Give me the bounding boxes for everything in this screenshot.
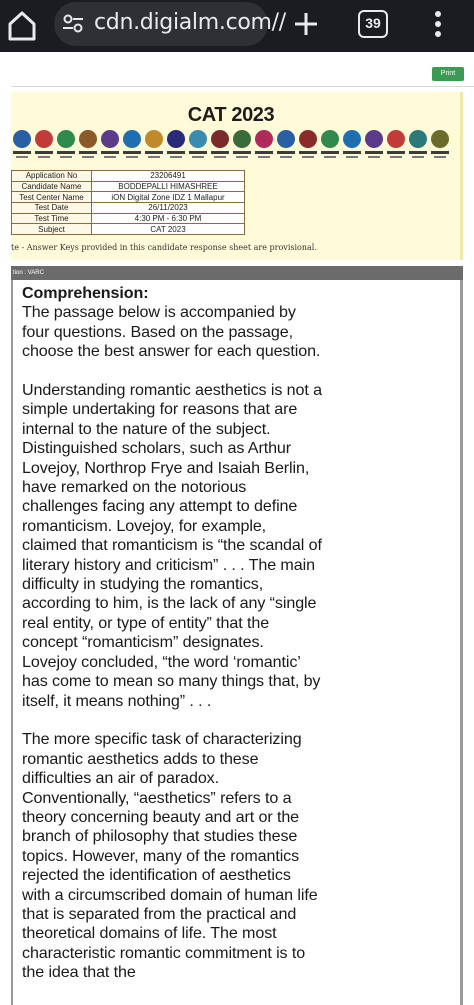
info-label: Candidate Name bbox=[12, 181, 92, 192]
candidate-info-row bbox=[12, 192, 245, 203]
info-value: 26/11/2023 bbox=[92, 203, 245, 214]
candidate-info-row bbox=[12, 181, 245, 192]
home-icon[interactable] bbox=[6, 8, 38, 42]
tabs-icon[interactable]: 39 bbox=[358, 10, 388, 38]
info-label: Test Center Name bbox=[12, 192, 92, 203]
iim-logo bbox=[35, 130, 53, 162]
info-label: Test Date bbox=[12, 203, 92, 214]
info-label: Subject bbox=[12, 224, 92, 235]
iim-logo bbox=[167, 130, 185, 162]
info-value: BODDEPALLI HIMASHREE bbox=[92, 181, 245, 192]
iim-logo bbox=[409, 130, 427, 162]
passage-paragraph-2: The more specific task of characterizing romantic aesthetics adds to these difficulties an air of paradox. Conventionally, “aesthetics” refers to a theory concerning beauty and art or the branch of philosophy that studies these topics. However, many of the romantics rejected the identification of aesthetics with a circumscribed domain of human life that is separated from the practical and theoretical domains of life. The most characteristic romantic commitment is to the idea that the bbox=[22, 730, 318, 982]
instructions: The passage below is accompanied by four questions. Based on the passage, choose the best answer for each question. bbox=[22, 303, 321, 361]
candidate-info-row bbox=[12, 203, 245, 214]
menu-icon[interactable] bbox=[430, 10, 446, 40]
question-text bbox=[22, 284, 322, 1002]
iim-logo bbox=[343, 130, 361, 162]
info-label: Application No bbox=[12, 171, 92, 182]
passage-paragraph-1: Understanding romantic aesthetics is not a simple undertaking for reasons that are internal to the nature of the subject. Distinguished scholars, such as Arthur Lovejoy, Northrop Frye and Isaiah Berlin, have remarked on the notorious challenges facing any attempt to define romanticism. Lovejoy, for example, claimed that romanticism is “the scandal of literary history and criticism” . . . The main difficulty in studying the romantics, according to him, is the lack of any “single real entity, or type of entity” that the concept “romanticism” designates. Lovejoy concluded, “the word ‘romantic’ has come to mean so many things that, by itself, it means nothing” . . . bbox=[22, 381, 322, 710]
iim-logo bbox=[255, 130, 273, 162]
iim-logo bbox=[387, 130, 405, 162]
iim-logo bbox=[431, 130, 449, 162]
info-label: Test Time bbox=[12, 213, 92, 224]
iim-logo bbox=[299, 130, 317, 162]
iim-logo bbox=[321, 130, 339, 162]
candidate-info-table bbox=[11, 170, 245, 235]
section-label: tion : VARC bbox=[11, 266, 463, 280]
candidate-info-row bbox=[12, 171, 245, 182]
info-value: 4:30 PM - 6:30 PM bbox=[92, 213, 245, 224]
iim-logo bbox=[123, 130, 141, 162]
exam-title: CAT 2023 bbox=[187, 104, 275, 126]
iim-logo bbox=[189, 130, 207, 162]
iim-logo bbox=[79, 130, 97, 162]
iim-logos-strip bbox=[11, 128, 463, 164]
iim-logo bbox=[57, 130, 75, 162]
info-value: 23206491 bbox=[92, 171, 245, 182]
candidate-info-row bbox=[12, 213, 245, 224]
iim-logo bbox=[233, 130, 251, 162]
iim-logo bbox=[101, 130, 119, 162]
browser-toolbar bbox=[0, 0, 474, 52]
tune-icon[interactable] bbox=[62, 12, 84, 34]
iim-logo bbox=[365, 130, 383, 162]
info-value: CAT 2023 bbox=[92, 224, 245, 235]
comprehension-heading: Comprehension: bbox=[22, 284, 149, 302]
plus-icon[interactable] bbox=[292, 10, 320, 38]
url-text[interactable]: cdn.digialm.com// bbox=[94, 10, 286, 35]
iim-logo bbox=[277, 130, 295, 162]
iim-logo bbox=[13, 130, 31, 162]
provisional-note: te - Answer Keys provided in this candidate response sheet are provisional. bbox=[11, 243, 317, 252]
header-divider bbox=[11, 86, 474, 87]
iim-logo bbox=[211, 130, 229, 162]
page-left-margin bbox=[0, 52, 11, 1005]
print-button[interactable]: Print bbox=[432, 67, 464, 81]
candidate-info-row bbox=[12, 224, 245, 235]
info-value: iON Digital Zone IDZ 1 Mallapur bbox=[92, 192, 245, 203]
iim-logo bbox=[145, 130, 163, 162]
